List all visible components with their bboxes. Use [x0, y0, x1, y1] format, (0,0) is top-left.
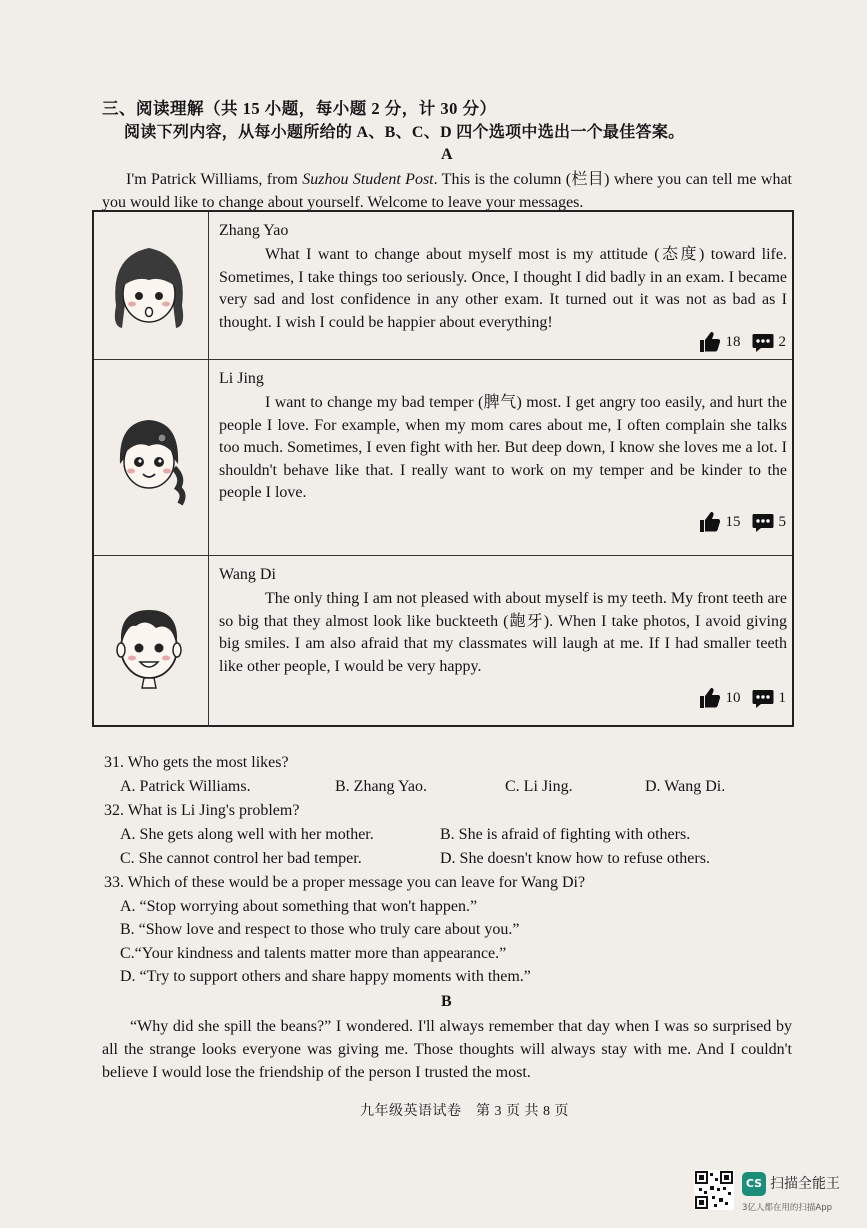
avatar-cell: [94, 556, 209, 727]
newspaper-name: Suzhou Student Post: [302, 171, 434, 188]
camscanner-logo: CS: [742, 1172, 766, 1196]
thumbs-up-icon[interactable]: [698, 686, 722, 710]
answer-option: C. Li Jing.: [505, 778, 573, 795]
answer-option: B. Zhang Yao.: [335, 778, 428, 795]
message-row-wang-di: [94, 556, 792, 727]
message-row-zhang-yao: [94, 212, 792, 360]
qr-code-icon: [694, 1170, 734, 1210]
question-stem: 32. What is Li Jing's problem?: [104, 802, 300, 819]
comment-icon[interactable]: [751, 510, 775, 534]
answer-option: B. She is afraid of fighting with others.: [440, 826, 691, 843]
message-text: I want to change my bad temper (脾气) most. I get angry too easily, and hurt the people I love. For example, when my mom cares about me, I often complain she talks too much. Sometimes, I even fight with her. But deep down, I know she loves me a lot. I shouldn't behave like that. I really want to work on my temper and be kinder to the people I love.: [219, 394, 787, 501]
message-text: The only thing I am not pleased with about myself is my teeth. My front teeth are so big that they almost look like buckteeth (龅牙). When I take photos, I avoid giving big smiles. I am also afraid that my classmates will laugh at me. If I had smaller teeth like other people, I would be very happy.: [219, 590, 787, 675]
message-row-li-jing: [94, 360, 792, 556]
scanner-app-name: 扫描全能王: [770, 1176, 840, 1192]
message-author: Li Jing: [219, 370, 264, 387]
question-stem: 33. Which of these would be a proper message you can leave for Wang Di?: [104, 874, 586, 891]
intro-prefix: I'm Patrick Williams, from: [126, 171, 303, 188]
answer-option: D. “Try to support others and share happy moments with them.”: [120, 968, 531, 985]
thumbs-up-icon[interactable]: [698, 510, 722, 534]
intro-suffix: . This is the column (栏目) where you can tell me what you would like to change about yourself. Welcome to leave your messages.: [102, 171, 792, 211]
answer-option: D. Wang Di.: [645, 778, 726, 795]
likes-count: 18: [725, 333, 741, 350]
message-stats: [698, 686, 787, 710]
message-author: Wang Di: [219, 566, 276, 583]
passage-a-intro: [102, 168, 792, 214]
girl-braid-avatar-icon: [106, 408, 192, 506]
likes-count: 10: [725, 689, 741, 706]
comments-count: 2: [778, 333, 786, 350]
message-stats: [698, 510, 787, 534]
page-footer: 九年级英语试卷 第 3 页 共 8 页: [360, 1104, 569, 1119]
girl-bangs-avatar-icon: [106, 236, 192, 334]
answer-option: C.“Your kindness and talents matter more than appearance.”: [120, 945, 507, 962]
question-stem: 31. Who gets the most likes?: [104, 754, 289, 771]
answer-option: A. Patrick Williams.: [120, 778, 251, 795]
answer-option: A. She gets along well with her mother.: [120, 826, 374, 843]
comment-icon[interactable]: [751, 330, 775, 354]
thumbs-up-icon[interactable]: [698, 330, 722, 354]
answer-option: D. She doesn't know how to refuse others.: [440, 850, 710, 867]
passage-a-letter: A: [441, 146, 453, 163]
scanner-tagline: 3亿人都在用的扫描App: [742, 1203, 833, 1213]
passage-b-text: “Why did she spill the beans?” I wondered. I'll always remember that day when I was so surprised by all the strange looks everyone was giving me. Those thoughts will always stay with me. And I couldn't believe I would lose the friendship of the person I trusted the most.: [102, 1018, 792, 1081]
section-heading: 三、阅读理解（共 15 小题，每小题 2 分，计 30 分）: [102, 99, 497, 118]
avatar-cell: [94, 360, 209, 555]
likes-count: 15: [725, 513, 741, 530]
answer-option: B. “Show love and respect to those who truly care about you.”: [120, 921, 520, 938]
answer-option: C. She cannot control her bad temper.: [120, 850, 362, 867]
message-stats: [698, 330, 787, 354]
boy-avatar-icon: [106, 596, 192, 694]
message-text: What I want to change about myself most is my attitude (态度) toward life. Sometimes, I take things too seriously. Once, I thought I did badly in an exam. I became very sad and lost confidence in any other exam. It turned out it was not as bad as I thought. I wish I could be happier about everything!: [219, 246, 787, 331]
answer-option: A. “Stop worrying about something that won't happen.”: [120, 898, 478, 915]
comments-count: 5: [778, 513, 786, 530]
messages-table: [92, 210, 794, 727]
comments-count: 1: [778, 689, 786, 706]
passage-b-letter: B: [441, 993, 452, 1010]
comment-icon[interactable]: [751, 686, 775, 710]
section-instruction: 阅读下列内容，从每小题所给的 A、B、C、D 四个选项中选出一个最佳答案。: [124, 124, 685, 141]
avatar-cell: [94, 212, 209, 359]
message-author: Zhang Yao: [219, 222, 289, 239]
